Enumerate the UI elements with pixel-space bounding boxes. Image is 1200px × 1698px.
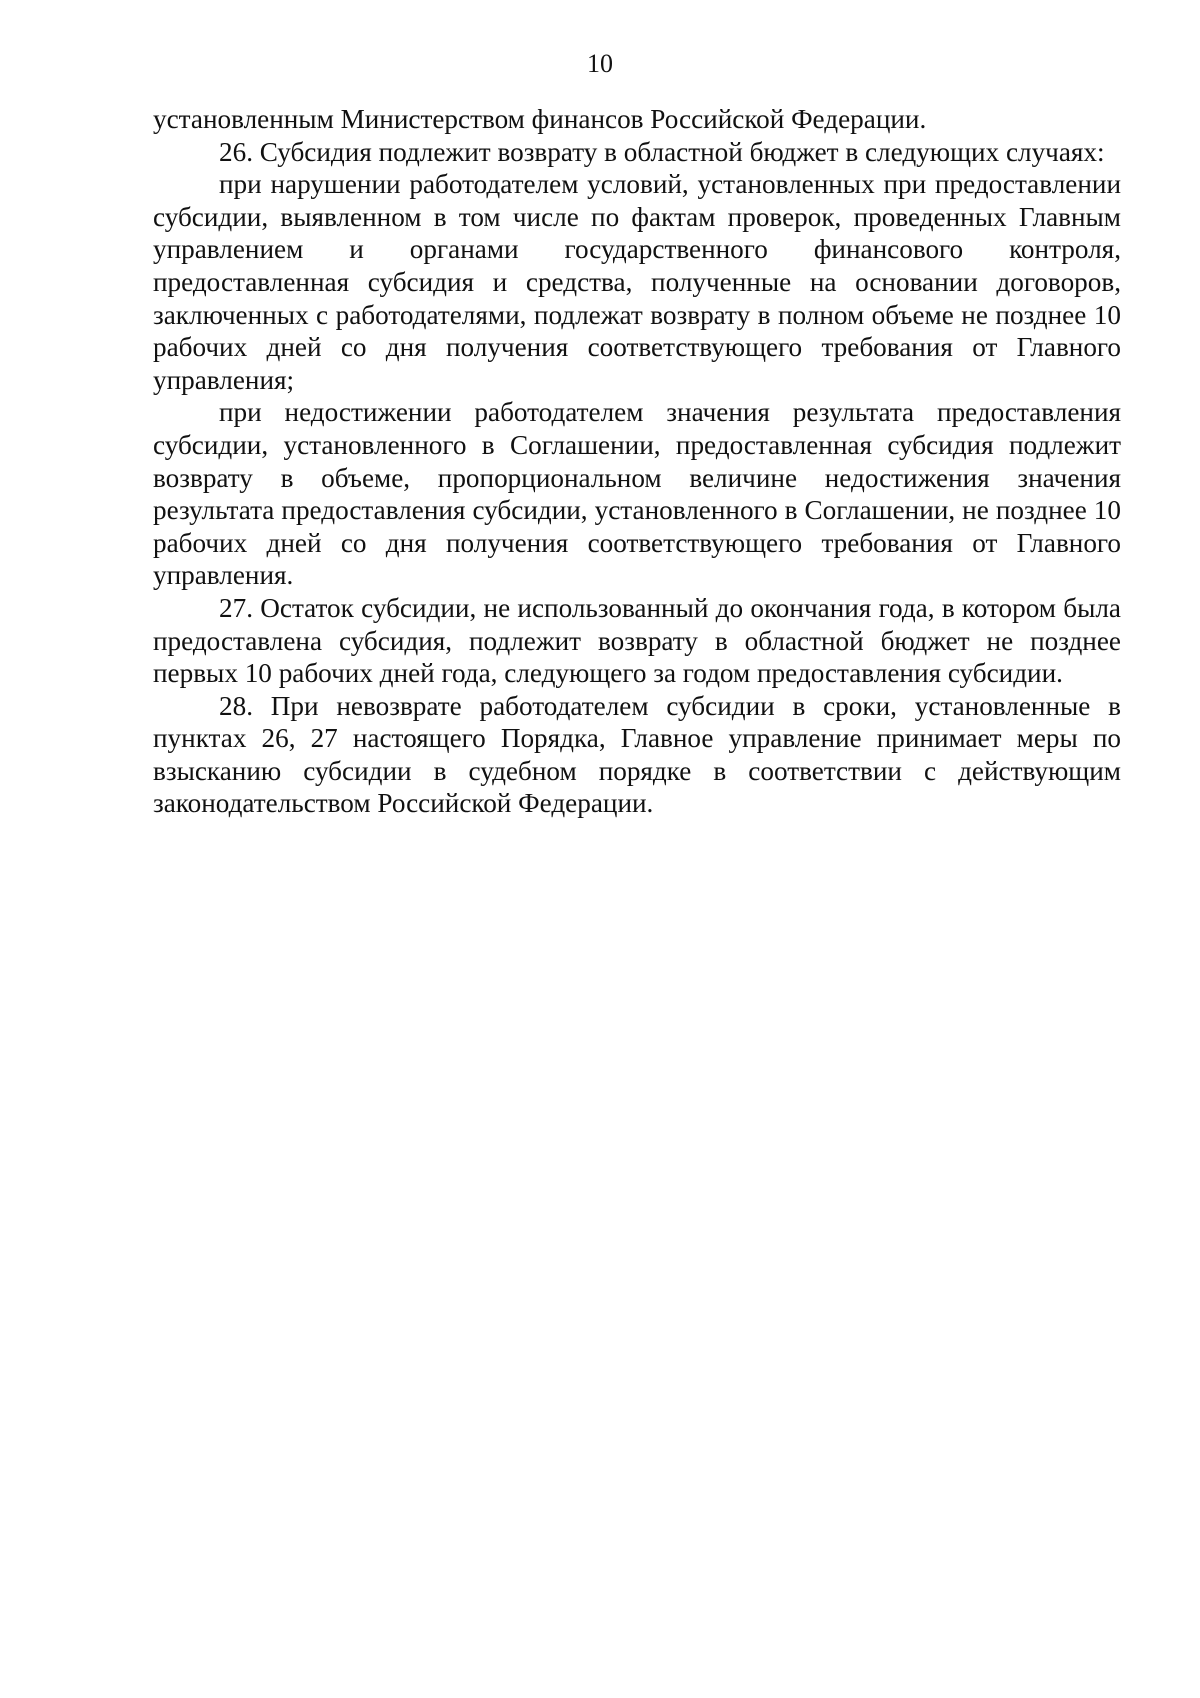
paragraph-item-26-case-violation: при нарушении работодателем условий, установленных при предоставлении субсидии, выявленном в том числе по фактам проверок, проведенных Главным управлением и органами государственного финансового контроля, предоставленная субсидия и средства, полученные на основании договоров, заключенных с работодателями, подлежат возврату в полном объеме не позднее 10 рабочих дней со дня получения соответствующего требования от Главного управления; (153, 169, 1121, 395)
paragraph-item-28: 28. При невозврате работодателем субсидии в сроки, установленные в пунктах 26, 27 настоящего Порядка, Главное управление принимает меры по взысканию субсидии в судебном порядке в соответствии с действующим законодательством Российской Федерации. (153, 690, 1121, 819)
paragraph-item-26-case-nonachievement: при недостижении работодателем значения результата предоставления субсидии, установленного в Соглашении, предоставленная субсидия подлежит возврату в объеме, пропорциональном величине недостижения значения результата предоставления субсидии, установленного в Соглашении, не позднее 10 рабочих дней со дня получения соответствующего требования от Главного управления. (153, 397, 1121, 591)
page-number: 10 (587, 49, 613, 78)
paragraph-item-26: 26. Субсидия подлежит возврату в областной бюджет в следующих случаях: (219, 136, 1105, 167)
paragraph-item-27: 27. Остаток субсидии, не использованный до окончания года, в котором была предоставлена субсидия, подлежит возврату в областной бюджет не позднее первых 10 рабочих дней года, следующего за годом предоставления субсидии. (153, 592, 1121, 689)
document-body (153, 103, 1121, 820)
paragraph-continuation: установленным Министерством финансов Российской Федерации. (153, 104, 927, 134)
